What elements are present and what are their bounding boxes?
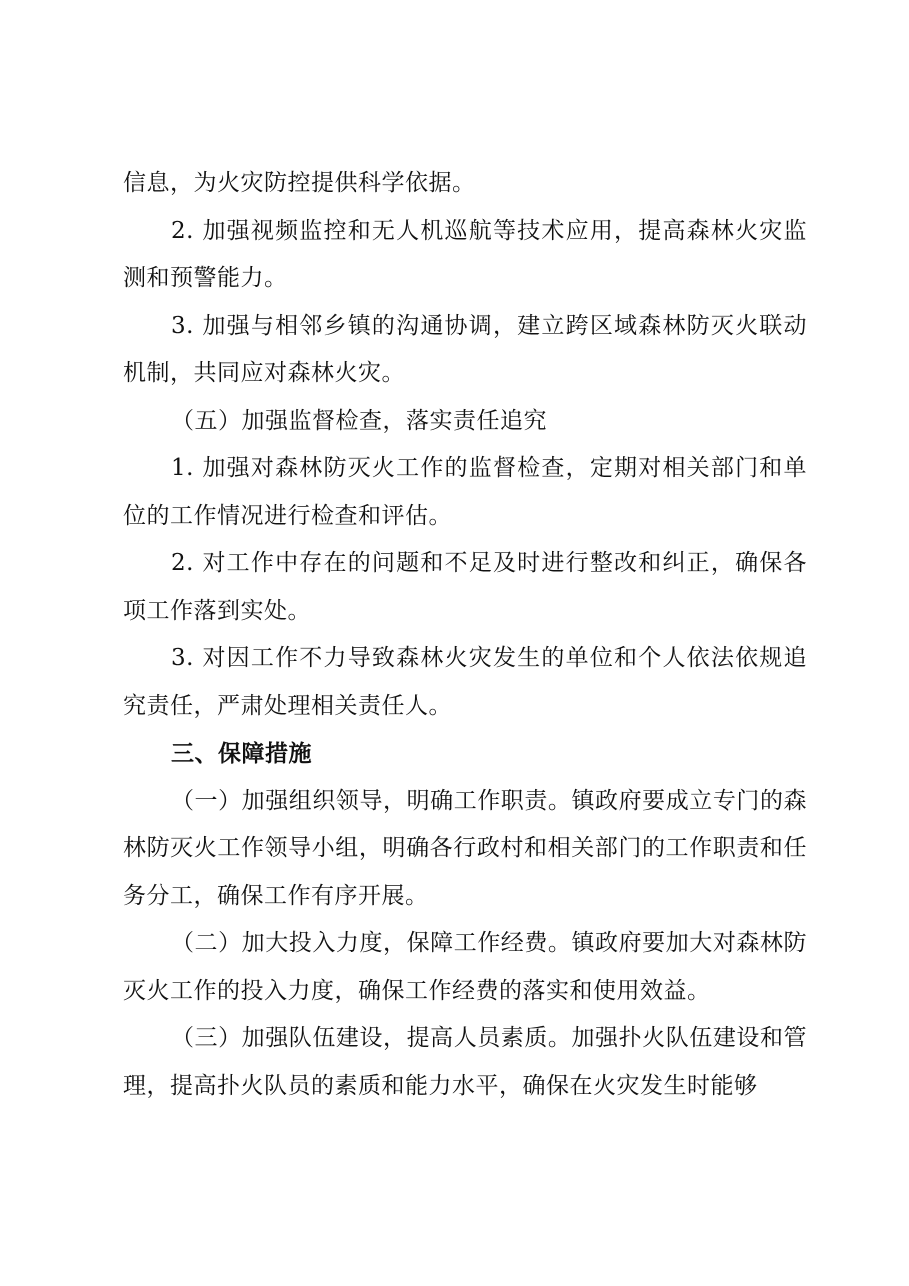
paragraph-11: （三）加强队伍建设，提高人员素质。加强扑火队伍建设和管理，提高扑火队员的素质和能力水平，确保在火灾发生时能够 xyxy=(123,1025,807,1099)
paragraph-3: 3. 加强与相邻乡镇的沟通协调，建立跨区域森林防灭火联动机制，共同应对森林火灾。 xyxy=(123,312,807,386)
document-body xyxy=(123,160,807,1110)
paragraph-6: 2. 对工作中存在的问题和不足及时进行整改和纠正，确保各项工作落到实处。 xyxy=(123,550,807,624)
paragraph-7: 3. 对因工作不力导致森林火灾发生的单位和个人依法依规追究责任，严肃处理相关责任人。 xyxy=(123,645,807,719)
paragraph-2: 2. 加强视频监控和无人机巡航等技术应用，提高森林火灾监测和预警能力。 xyxy=(123,217,807,291)
paragraph-9: （一）加强组织领导，明确工作职责。镇政府要成立专门的森林防灭火工作领导小组，明确各行政村和相关部门的工作职责和任务分工，确保工作有序开展。 xyxy=(123,787,807,909)
section-heading-5: （五）加强监督检查，落实责任追究 xyxy=(171,407,547,434)
paragraph-10: （二）加大投入力度，保障工作经费。镇政府要加大对森林防灭火工作的投入力度，确保工作经费的落实和使用效益。 xyxy=(123,930,807,1004)
section-heading-3: 三、保障措施 xyxy=(171,740,312,767)
paragraph-5: 1. 加强对森林防灭火工作的监督检查，定期对相关部门和单位的工作情况进行检查和评估。 xyxy=(123,455,807,529)
paragraph-1: 信息，为火灾防控提供科学依据。 xyxy=(123,170,476,196)
